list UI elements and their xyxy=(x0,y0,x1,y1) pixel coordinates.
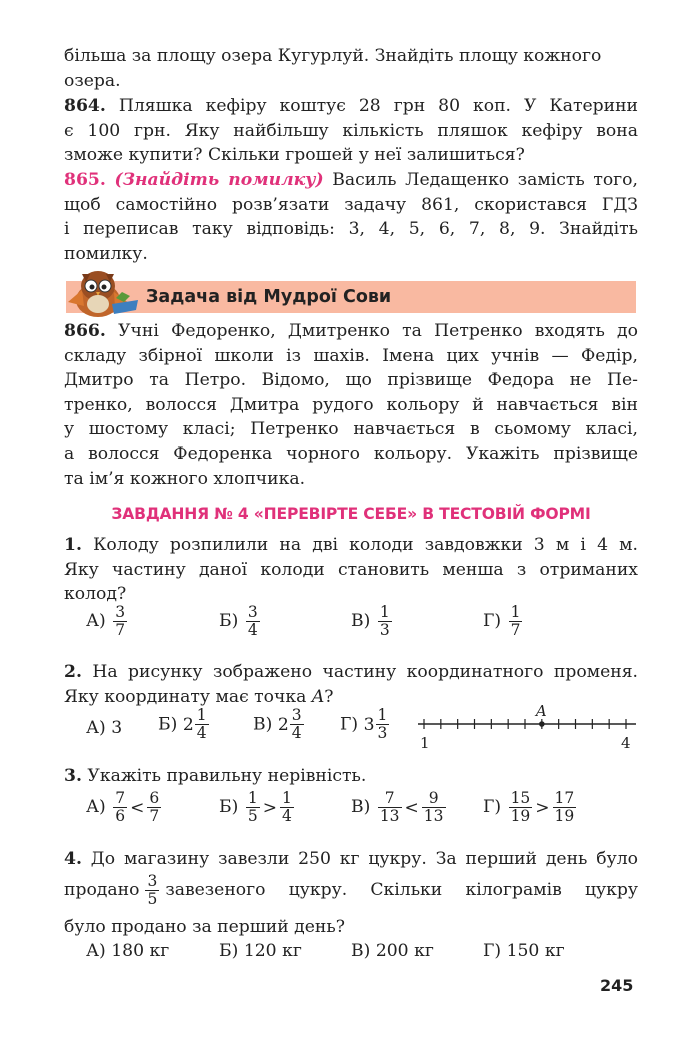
text-line: щоб самостійно розв’язати задачу 861, скористався ГДЗ xyxy=(64,194,638,215)
text-line: було продано за перший день? xyxy=(64,917,345,937)
option-value: 180 кг xyxy=(111,941,170,961)
text-line: До магазину завезли 250 кг цукру. За перший день було xyxy=(90,849,638,869)
option-label: В) xyxy=(351,941,371,961)
text-line: Пляшка кефіру коштує 28 грн 80 коп. У Катерини xyxy=(118,96,639,116)
find-error-tag: (Знайдіть помилку) xyxy=(114,170,324,190)
option-label: Б) xyxy=(219,611,239,631)
relation-sign: > xyxy=(535,797,550,818)
problem-864 xyxy=(64,94,638,168)
fraction: $\frac{3}{4}$ xyxy=(247,603,258,639)
option-label: Г) xyxy=(483,611,502,631)
fraction: $\frac{9}{13}$ xyxy=(423,789,444,825)
option-label: В) xyxy=(351,797,371,817)
point-name: A xyxy=(311,686,325,707)
q4-option-c[interactable] xyxy=(351,940,434,962)
option-value: 150 кг xyxy=(506,941,565,961)
question-number: 4. xyxy=(64,849,82,869)
q4-option-a[interactable] xyxy=(86,940,169,962)
text-line: Укажіть правильну нерівність. xyxy=(87,766,367,786)
problem-number: 865. xyxy=(64,170,106,190)
text-line: Василь Ледащенко замість того, xyxy=(332,170,638,190)
banner-title: Задача від Мудрої Сови xyxy=(146,287,392,307)
mixed-number: 3 $\frac{1}{3}$ xyxy=(363,706,388,742)
option-label: А) xyxy=(86,941,106,961)
q2-option-b[interactable] xyxy=(158,707,209,742)
text-line: колод? xyxy=(64,584,127,605)
text-line: у шостому класі; Петренко навчається в сьомому класі, xyxy=(64,419,638,440)
q2-option-d[interactable] xyxy=(340,707,389,742)
text-line: та ім’я кожного хлопчика. xyxy=(64,468,306,489)
text-line: Дмитро та Петро. Відомо, що прізвище Федора не Пе- xyxy=(64,370,638,391)
question-4-line3 xyxy=(64,915,638,940)
fraction: $\frac{3}{5}$ xyxy=(147,871,158,908)
fraction: $\frac{15}{19}$ xyxy=(510,789,531,825)
question-3 xyxy=(64,764,638,789)
text-line: більша за площу озера Кугурлуй. Знайдіть площу кожного xyxy=(64,46,602,66)
option-label: Г) xyxy=(483,797,502,817)
text-line: озера. xyxy=(64,70,121,91)
text-line: Учні Федоренко, Дмитренко та Петренко входять до xyxy=(118,321,638,341)
option-label: А) xyxy=(86,611,106,631)
q3-option-a[interactable] xyxy=(86,790,163,825)
fraction: $\frac{1}{5}$ xyxy=(247,789,258,825)
q2-option-a[interactable] xyxy=(86,717,122,739)
problem-number: 866. xyxy=(64,321,106,341)
question-4 xyxy=(64,847,638,872)
fraction: $\frac{3}{7}$ xyxy=(115,603,126,639)
relation-sign: < xyxy=(130,797,145,818)
mixed-number: 2 $\frac{1}{4}$ xyxy=(182,706,207,742)
text-line: і переписав таку відповідь: 3, 4, 5, 6, 7, 8, 9. Знайдіть xyxy=(64,219,638,240)
text-line: Яку частину даної колоди становить менша з отриманих xyxy=(64,559,638,580)
q1-option-a[interactable] xyxy=(86,604,129,639)
q3-option-c[interactable] xyxy=(351,790,448,825)
q2-option-c[interactable] xyxy=(253,707,304,742)
problem-866 xyxy=(64,319,638,491)
text-line: зможе купити? Скільки грошей у неї залишиться? xyxy=(64,145,525,166)
text-line: Яку координату має точка xyxy=(64,686,307,707)
question-4-line2 xyxy=(64,872,638,908)
text-line: тренко, волосся Дмитра рудого кольору й навчається він xyxy=(64,394,638,415)
q3-option-b[interactable] xyxy=(219,790,296,825)
problem-865 xyxy=(64,168,638,266)
mixed-number: 2 $\frac{3}{4}$ xyxy=(277,706,302,742)
relation-sign: < xyxy=(404,797,419,818)
fraction: $\frac{6}{7}$ xyxy=(149,789,160,825)
option-label: В) xyxy=(351,611,371,631)
text-line: складу збірної школи із шахів. Імена цих учнів — Федір, xyxy=(64,345,638,366)
relation-sign: > xyxy=(262,797,277,818)
option-label: А) xyxy=(86,718,106,738)
fraction: $\frac{1}{3}$ xyxy=(379,603,390,639)
q1-option-c[interactable] xyxy=(351,604,394,639)
test-heading: ЗАВДАННЯ № 4 «ПЕРЕВІРТЕ СЕБЕ» В ТЕСТОВІЙ ФОРМІ xyxy=(111,505,591,523)
text-line: ? xyxy=(324,686,334,707)
fraction: $\frac{7}{6}$ xyxy=(115,789,126,825)
option-label: Г) xyxy=(483,941,502,961)
option-value: 200 кг xyxy=(375,941,434,961)
text-line: є 100 грн. Яку найбільшу кількість пляшок кефіру вона xyxy=(64,120,638,141)
fraction: $\frac{17}{19}$ xyxy=(554,789,575,825)
option-label: А) xyxy=(86,797,106,817)
problem-number: 864. xyxy=(64,96,106,116)
option-label: В) xyxy=(253,714,273,735)
coordinate-ray xyxy=(412,702,642,754)
continuation-text xyxy=(64,44,638,93)
text-line: На рисунку зображено частину координатного променя. xyxy=(92,662,639,682)
point-a-marker xyxy=(539,721,545,727)
q1-option-b[interactable] xyxy=(219,604,262,639)
option-label: Б) xyxy=(219,797,239,817)
text-line: продано xyxy=(64,880,140,900)
text-line: завезеного цукру. Скільки кілограмів цукру xyxy=(165,880,638,900)
fraction: $\frac{1}{7}$ xyxy=(510,603,521,639)
point-a-label: A xyxy=(535,702,547,720)
ray-end-label: 4 xyxy=(621,734,631,752)
ray-start-label: 1 xyxy=(420,734,430,752)
text-line: Колоду розпилили на дві колоди завдовжки 3 м і 4 м. xyxy=(93,535,638,555)
option-label: Г) xyxy=(340,714,359,735)
text-line: помилку. xyxy=(64,243,148,264)
q3-option-d[interactable] xyxy=(483,790,578,825)
question-number: 2. xyxy=(64,662,82,682)
question-1 xyxy=(64,533,638,607)
option-label: Б) xyxy=(219,941,239,961)
owl-icon xyxy=(60,262,142,320)
option-label: Б) xyxy=(158,714,178,735)
page-number: 245 xyxy=(600,976,634,995)
option-value: 120 кг xyxy=(243,941,302,961)
q1-option-d[interactable] xyxy=(483,604,524,639)
fraction: $\frac{7}{13}$ xyxy=(379,789,400,825)
option-value: 3 xyxy=(111,718,123,738)
fraction: $\frac{1}{4}$ xyxy=(281,789,292,825)
question-number: 1. xyxy=(64,535,82,555)
text-line: а волосся Федоренка чорного кольору. Укажіть прізвище xyxy=(64,443,638,464)
question-number: 3. xyxy=(64,766,82,786)
q4-option-b[interactable] xyxy=(219,940,302,962)
q4-option-d[interactable] xyxy=(483,940,565,962)
